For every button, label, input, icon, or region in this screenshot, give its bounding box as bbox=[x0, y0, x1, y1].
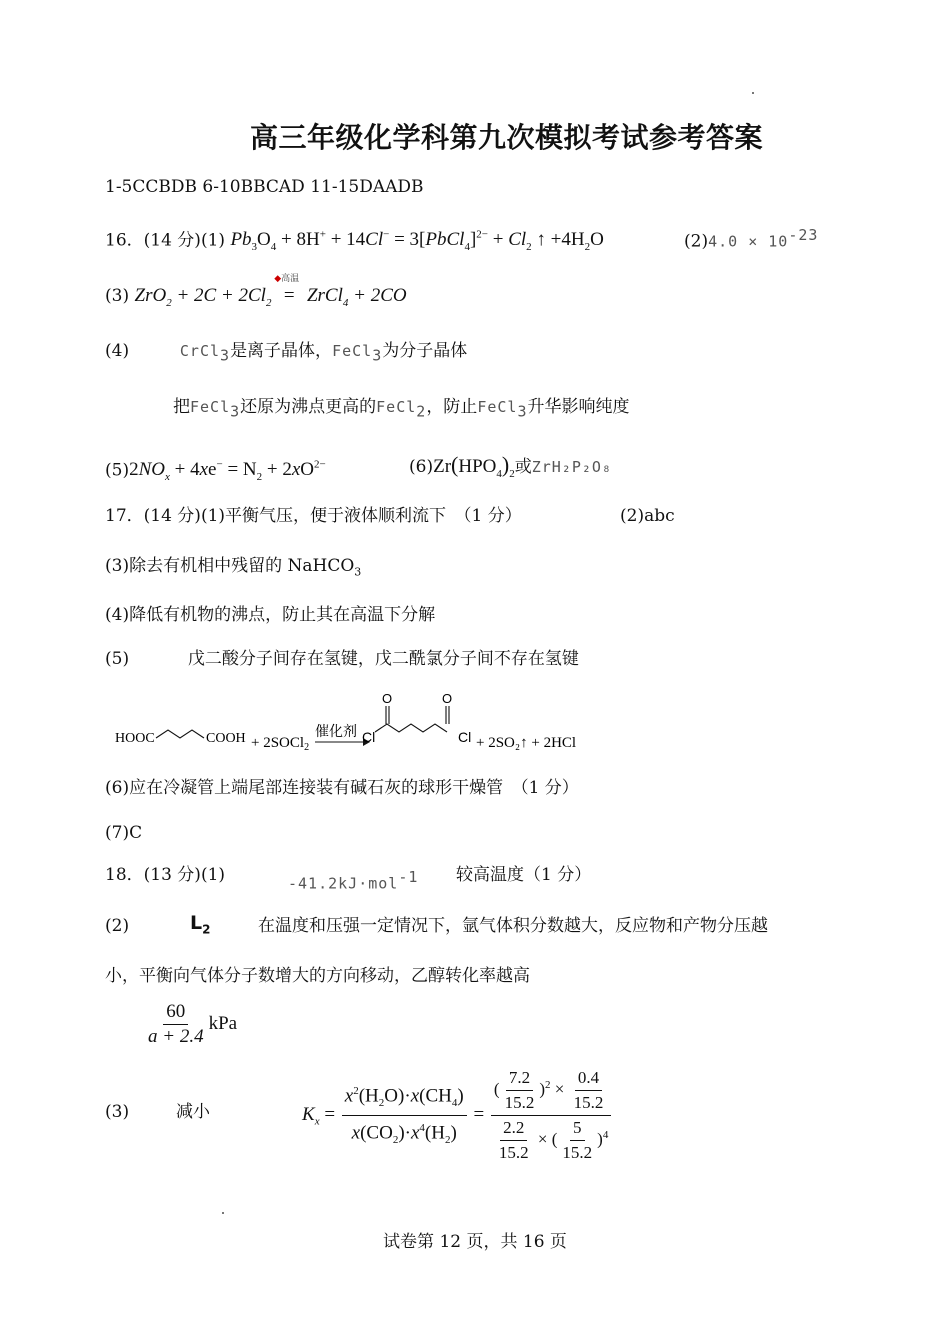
q16-line6 bbox=[409, 454, 612, 485]
q16-p3: (3) bbox=[105, 286, 130, 306]
q18-p1: (1) bbox=[200, 865, 226, 885]
pressure-fraction bbox=[143, 1000, 237, 1049]
ksp-exp: -23 bbox=[788, 226, 819, 244]
q16-eq3: $ZrO_2 + 2C + 2Cl_2$ ◆高温 = ZrCl$_4$ + 2CO bbox=[134, 273, 407, 309]
q16-p4-text3: 把 bbox=[173, 397, 190, 417]
q18-p3: (3) bbox=[105, 1102, 130, 1122]
q16-p2: (2) bbox=[684, 231, 709, 252]
mc-answers: 1-5CCBDB 6-10BBCAD 11-15DAADB bbox=[105, 177, 424, 197]
rxn-o2: O bbox=[442, 692, 453, 706]
q16-p4-text4: 还原为沸点更高的 bbox=[240, 397, 377, 417]
q17-p5: (5) bbox=[105, 649, 130, 669]
q17-p2: (2)abc bbox=[620, 506, 675, 526]
q16-p1: (1) bbox=[200, 230, 226, 251]
q16-p4-text1: 是离子晶体， bbox=[230, 341, 333, 361]
curve-sub: 2 bbox=[202, 922, 211, 937]
q17-p4: (4)降低有机物的沸点，防止其在高温下分解 bbox=[105, 605, 436, 625]
fecl3-formula: FeCl bbox=[190, 398, 231, 416]
val-5: 5 bbox=[570, 1116, 585, 1141]
frac-num: 60 bbox=[163, 1000, 188, 1025]
q16-line5 bbox=[105, 454, 326, 488]
q16-line3 bbox=[105, 273, 407, 314]
q17-p6: (6)应在冷凝管上端尾部连接装有碱石灰的球形干燥管 （1 分） bbox=[105, 778, 579, 798]
val-15-2: 15.2 bbox=[498, 1143, 529, 1162]
q18-p2: (2) bbox=[105, 916, 130, 936]
rxn-socl2: + 2SOCl$_2$ bbox=[251, 735, 310, 753]
frac-den: a + 2.4 bbox=[148, 1026, 204, 1047]
kx-expression: $K_x$ = $\frac{x^2(H_2O)\cdot x(CH_4)}{x(CO_2)\cdot x^4(H_2)}$ = ( $\frac{7.2}{15.2}$ )$^2$ × $\frac{0.4}{15.2}$ $\frac{2.2}{15.2}$ × ( $\frac{5}{15.2}$ )$^4$ bbox=[302, 1066, 613, 1165]
reaction-condition: 高温 bbox=[281, 273, 300, 283]
kx-sub: x bbox=[314, 1115, 320, 1128]
q18-p3-text: 减小 bbox=[176, 1102, 210, 1122]
fecl3-formula: FeCl bbox=[332, 342, 373, 360]
q18-p2-text1: 在温度和压强一定情况下，氩气体积分数越大，反应物和产物分压越 bbox=[258, 916, 768, 936]
q16-p4-text6: 升华影响纯度 bbox=[527, 397, 630, 417]
fecl3-formula: FeCl bbox=[477, 398, 518, 416]
q17-p1: (1)平衡气压，便于液体顺利流下 （1 分） bbox=[200, 506, 522, 526]
crcl3-formula: CrCl bbox=[179, 342, 221, 360]
rxn-cl2: Cl bbox=[458, 729, 472, 745]
catalyst-label: 催化剂 bbox=[315, 724, 357, 740]
q16-p4: (4) bbox=[105, 341, 130, 361]
speck bbox=[752, 92, 754, 94]
page-footer: 试卷第 12 页，共 16 页 bbox=[383, 1232, 567, 1252]
dh-value: -41.2kJ·mol bbox=[288, 874, 399, 893]
q18-label: 18．(13 分) bbox=[105, 865, 201, 885]
q16-p4-text2: 为分子晶体 bbox=[382, 341, 468, 361]
val-15-2: 15.2 bbox=[562, 1143, 593, 1162]
q16-p6-alt: ZrH₂P₂O₈ bbox=[531, 458, 612, 476]
val-7-2: 7.2 bbox=[506, 1066, 533, 1091]
speck bbox=[222, 1212, 224, 1214]
dh-exp: -1 bbox=[398, 868, 419, 886]
q16-ksp bbox=[684, 224, 818, 253]
frac-unit: kPa bbox=[208, 1012, 238, 1034]
q16-eq5: $2NO_x + 4xe^- = N_2 + 2xO^{2-}$ bbox=[129, 459, 326, 484]
q16-or: 或 bbox=[514, 457, 532, 477]
curve-letter: L bbox=[190, 912, 203, 934]
q16-eq6: $Zr(HPO_4)_2$ bbox=[433, 452, 515, 480]
carbon-chain-2 bbox=[375, 724, 447, 732]
fecl2-formula: FeCl bbox=[376, 398, 417, 416]
q16-label: 16．(14 分) bbox=[105, 230, 201, 251]
q16-eq1: $Pb_3O_4 + 8H^+ + 14Cl^-$ = 3[PbCl$_4$]$^{2-}$ + $Cl_2$ ↑ $+4H_2O$ bbox=[230, 229, 604, 254]
q17-p7: (7)C bbox=[105, 823, 143, 843]
val-15-2: 15.2 bbox=[504, 1093, 535, 1112]
q17-label: 17．(14 分) bbox=[105, 506, 201, 526]
ksp-value: 4.0 × 10 bbox=[708, 232, 789, 251]
val-0-4: 0.4 bbox=[575, 1066, 602, 1091]
q16-line4: (4) CrCl$_3$是离子晶体，FeCl$_3$为分子晶体 bbox=[105, 341, 468, 365]
rxn-hooc: HOOC bbox=[115, 731, 155, 746]
q16-line4b: 把FeCl$_3$还原为沸点更高的FeCl$_2$，防止FeCl$_3$升华影响纯度 bbox=[173, 397, 630, 421]
kx-symbol: K bbox=[302, 1103, 315, 1125]
q17-line5 bbox=[105, 648, 579, 670]
q17-p3: (3)除去有机相中残留的 NaHCO bbox=[105, 556, 355, 576]
val-15-2: 15.2 bbox=[573, 1093, 604, 1112]
q16-p6: (6) bbox=[409, 457, 434, 477]
page-title: 高三年级化学科第九次模拟考试参考答案 bbox=[250, 121, 764, 154]
val-2-2: 2.2 bbox=[500, 1116, 527, 1141]
q18-p2-text2: 小，平衡向气体分子数增大的方向移动，乙醇转化率越高 bbox=[105, 966, 530, 986]
q17-line3: (3)除去有机相中残留的 NaHCO$_3$ bbox=[105, 556, 362, 579]
rxn-cl1: Cl bbox=[362, 729, 376, 745]
q16-line1 bbox=[105, 224, 604, 258]
q17-p5-text: 戊二酸分子间存在氢键，戊二酰氯分子间不存在氢键 bbox=[187, 649, 579, 669]
reaction-scheme bbox=[110, 692, 610, 758]
q16-p4-text5: ，防止 bbox=[426, 397, 478, 417]
q18-line1 bbox=[105, 864, 225, 886]
q18-p1-cond: 较高温度（1 分） bbox=[456, 865, 592, 885]
carbon-chain bbox=[156, 730, 204, 738]
rxn-o1: O bbox=[382, 692, 393, 706]
q16-p5: (5) bbox=[105, 460, 130, 481]
curve-label bbox=[190, 912, 210, 940]
rxn-cooh: COOH bbox=[206, 731, 246, 746]
enthalpy-value bbox=[288, 866, 418, 895]
q17-line1 bbox=[105, 505, 522, 527]
rxn-products: + 2SO₂↑ + 2HCl bbox=[476, 735, 577, 751]
